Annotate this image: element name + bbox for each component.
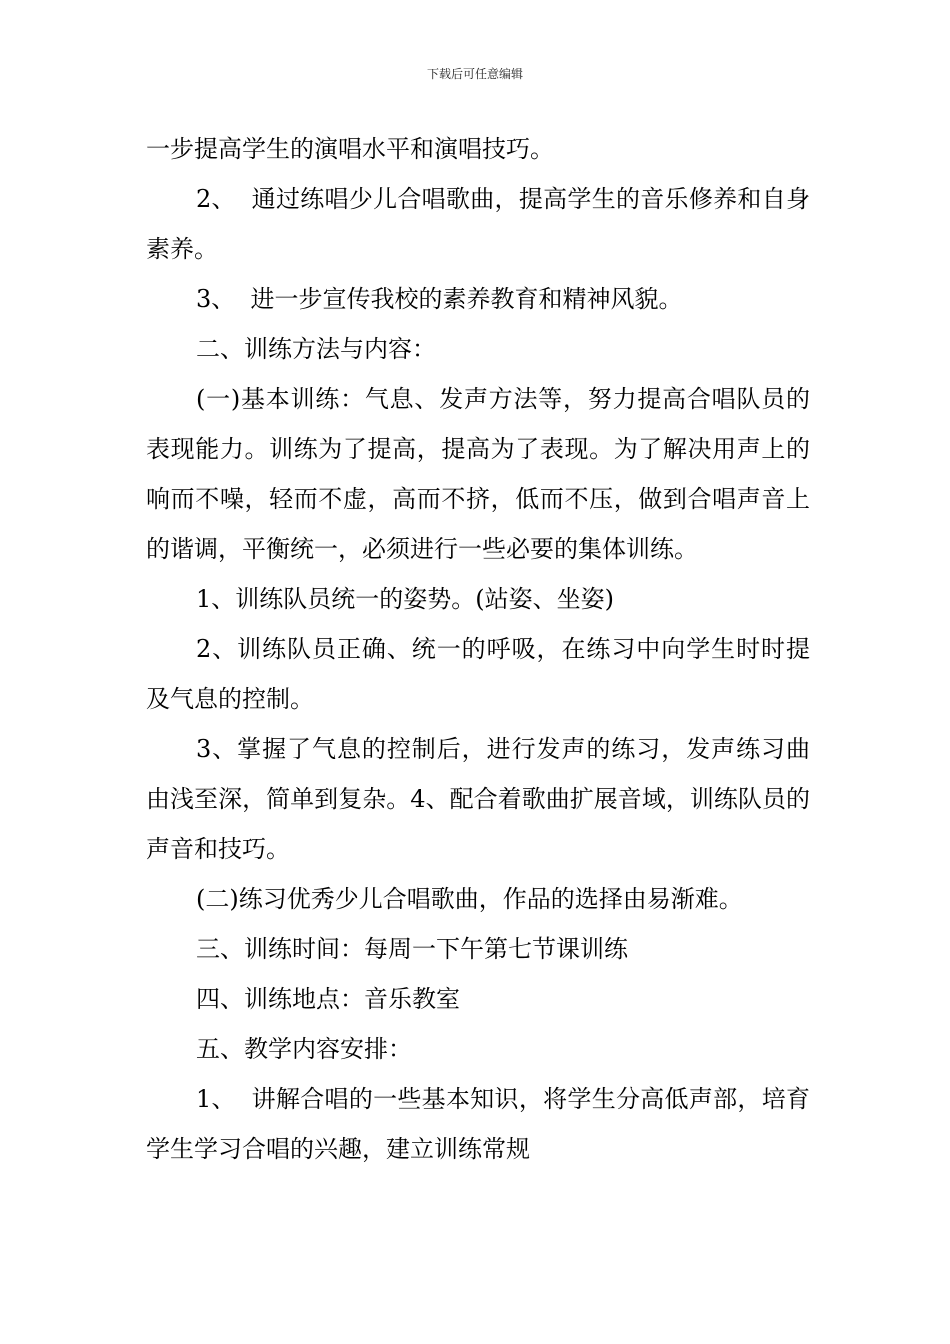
section-heading-methods: 二、训练方法与内容：: [196, 335, 436, 363]
document-body: [146, 124, 810, 1174]
paragraph-goal-3: 3、 进一步宣传我校的素养教育和精神风貌。: [196, 285, 683, 313]
paragraph-continuation: 一步提高学生的演唱水平和演唱技巧。: [146, 135, 554, 163]
section-heading-schedule: 五、教学内容安排：: [196, 1035, 412, 1063]
paragraph-training-1: 1、训练队员统一的姿势。(站姿、坐姿): [196, 585, 614, 613]
paragraph-training-2: 2、训练队员正确、统一的呼吸，在练习中向学生时时提及气息的控制。: [146, 635, 810, 713]
page-header: 下载后可任意编辑: [426, 67, 523, 81]
paragraph-schedule-1: 1、 讲解合唱的一些基本知识，将学生分高低声部，培育学生学习合唱的兴趣，建立训练常规: [146, 1085, 810, 1163]
paragraph-goal-2: 2、 通过练唱少儿合唱歌曲，提高学生的音乐修养和自身素养。: [146, 185, 810, 263]
section-heading-time: 三、训练时间：每周一下午第七节课训练: [196, 935, 628, 963]
paragraph-song-practice: (二)练习优秀少儿合唱歌曲，作品的选择由易渐难。: [196, 885, 743, 913]
section-heading-location: 四、训练地点：音乐教室: [196, 985, 460, 1013]
paragraph-basic-training: (一)基本训练：气息、发声方法等，努力提高合唱队员的表现能力。训练为了提高，提高为了表现。为了解决用声上的响而不噪，轻而不虚，高而不挤，低而不压，做到合唱声音上的谐调，平衡统一，必须进行一些必要的集体训练。: [146, 385, 810, 563]
paragraph-training-3: 3、掌握了气息的控制后，进行发声的练习，发声练习曲由浅至深，简单到复杂。4、配合着歌曲扩展音域，训练队员的声音和技巧。: [146, 735, 810, 863]
